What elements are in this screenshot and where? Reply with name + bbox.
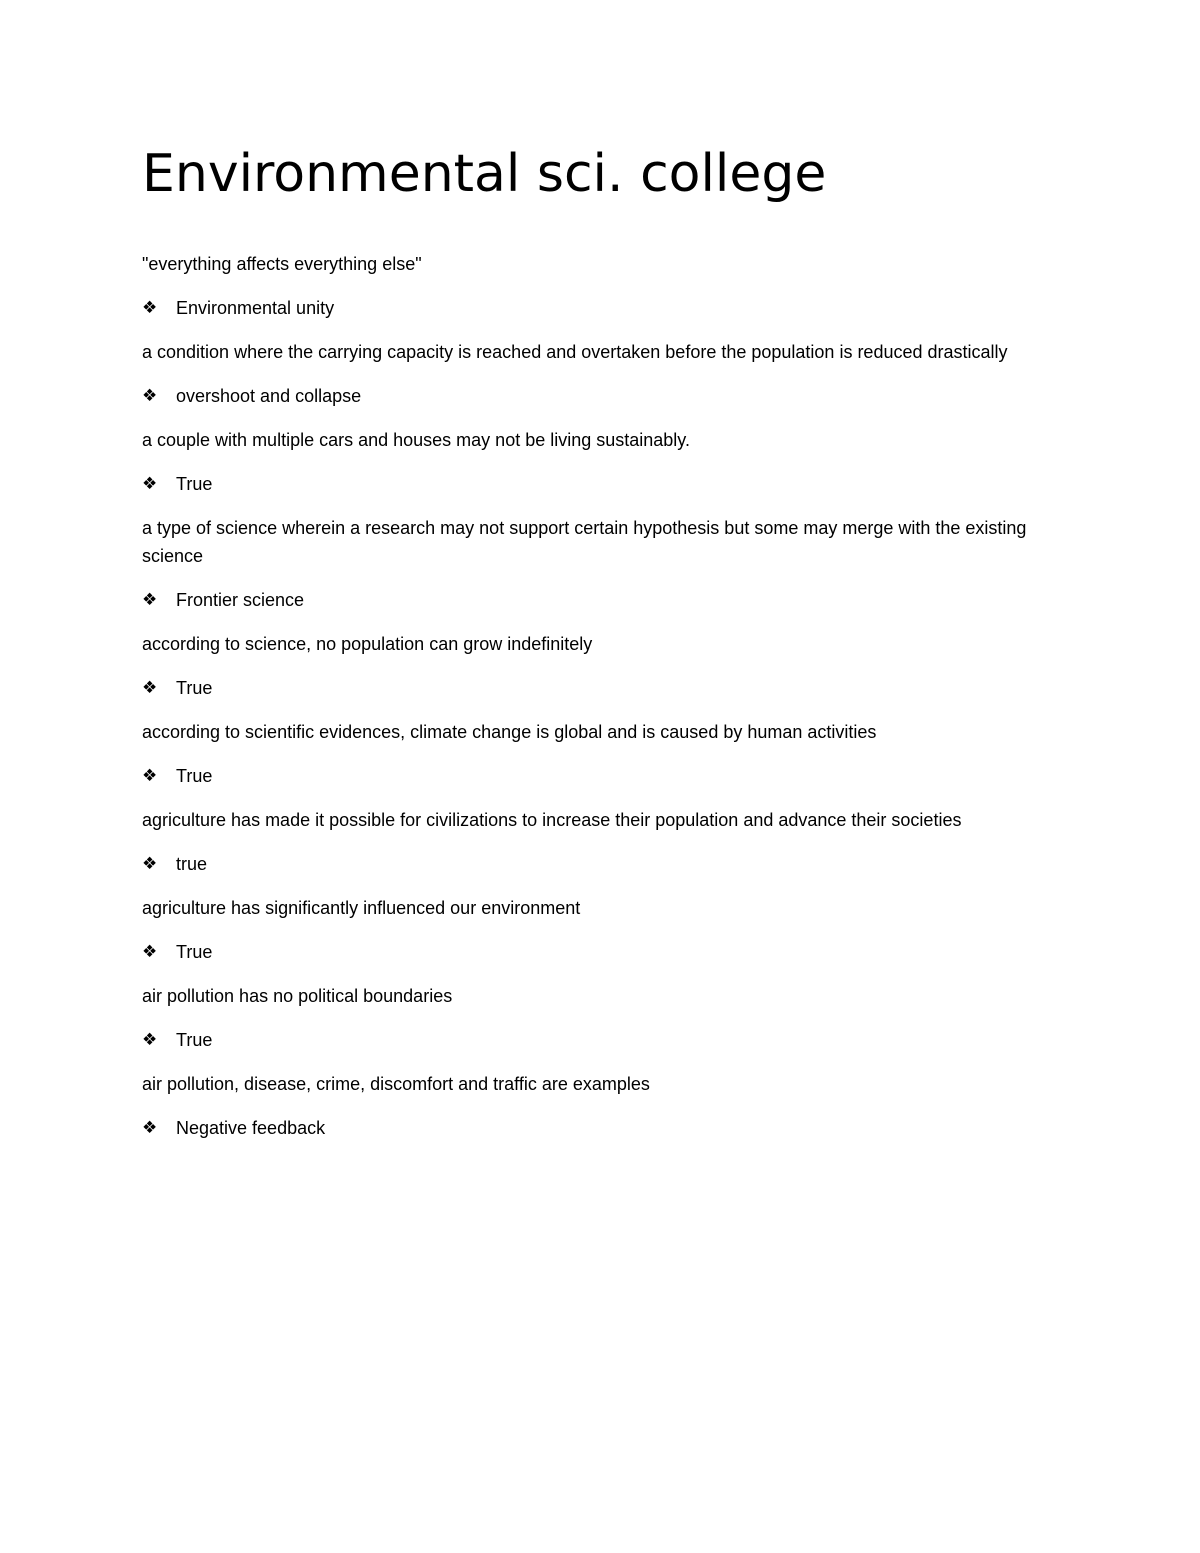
question-text: a type of science wherein a research may not support certain hypothesis but some may merge with the existing science xyxy=(142,518,1027,566)
diamond-bullet-icon: ❖ xyxy=(142,474,158,494)
answer-row xyxy=(142,586,1052,614)
question-text: according to science, no population can grow indefinitely xyxy=(142,634,593,654)
answer-text: True xyxy=(176,474,213,494)
qa-item xyxy=(142,982,1052,1054)
qa-item xyxy=(142,718,1052,790)
qa-item xyxy=(142,894,1052,966)
question-text: according to scientific evidences, climate change is global and is caused by human activities xyxy=(142,722,877,742)
diamond-bullet-icon: ❖ xyxy=(142,298,158,318)
answer-row xyxy=(142,850,1052,878)
answer-text: True xyxy=(176,766,213,786)
diamond-bullet-icon: ❖ xyxy=(142,1118,158,1138)
answer-text: overshoot and collapse xyxy=(176,386,362,406)
answer-text: True xyxy=(176,1030,213,1050)
answer-text: True xyxy=(176,678,213,698)
answer-row xyxy=(142,1114,1052,1142)
answer-row xyxy=(142,470,1052,498)
question-text: a condition where the carrying capacity is reached and overtaken before the population is reduced drastically xyxy=(142,342,1008,362)
answer-text: Negative feedback xyxy=(176,1118,326,1138)
document-title: Environmental sci. college xyxy=(142,144,827,204)
answer-text: Frontier science xyxy=(176,590,305,610)
answer-row xyxy=(142,1026,1052,1054)
answer-text: true xyxy=(176,854,208,874)
qa-item xyxy=(142,426,1052,498)
diamond-bullet-icon: ❖ xyxy=(142,590,158,610)
answer-text: True xyxy=(176,942,213,962)
answer-row xyxy=(142,382,1052,410)
diamond-bullet-icon: ❖ xyxy=(142,766,158,786)
qa-item xyxy=(142,338,1052,410)
diamond-bullet-icon: ❖ xyxy=(142,678,158,698)
diamond-bullet-icon: ❖ xyxy=(142,942,158,962)
answer-row xyxy=(142,674,1052,702)
qa-item xyxy=(142,630,1052,702)
answer-row xyxy=(142,762,1052,790)
question-text: air pollution, disease, crime, discomfort and traffic are examples xyxy=(142,1074,650,1094)
answer-text: Environmental unity xyxy=(176,298,335,318)
diamond-bullet-icon: ❖ xyxy=(142,386,158,406)
question-text: "everything affects everything else" xyxy=(142,254,422,274)
qa-item xyxy=(142,250,1052,322)
diamond-bullet-icon: ❖ xyxy=(142,854,158,874)
question-text: air pollution has no political boundaries xyxy=(142,986,453,1006)
qa-item xyxy=(142,806,1052,878)
diamond-bullet-icon: ❖ xyxy=(142,1030,158,1050)
question-text: agriculture has significantly influenced our environment xyxy=(142,898,581,918)
qa-item xyxy=(142,514,1052,614)
qa-list xyxy=(142,250,1052,1158)
qa-item xyxy=(142,1070,1052,1142)
question-text: agriculture has made it possible for civilizations to increase their population and advance their societies xyxy=(142,810,962,830)
answer-row xyxy=(142,294,1052,322)
answer-row xyxy=(142,938,1052,966)
question-text: a couple with multiple cars and houses may not be living sustainably. xyxy=(142,430,690,450)
